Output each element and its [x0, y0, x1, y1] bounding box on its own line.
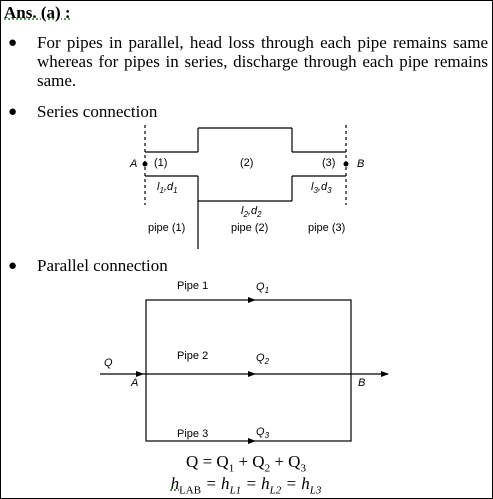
section-number-3: (3) [322, 157, 336, 169]
section-number-1: (1) [154, 157, 168, 169]
series-point-a: A [130, 158, 138, 170]
head-loss-equation: $h_{LAB} = h_{L1} = h_{L2} = h_{L3}$ [170, 474, 322, 497]
answer-heading: Ans. (a) : [4, 3, 71, 22]
section-number-2: (2) [240, 157, 254, 169]
bullet-icon: ● [8, 258, 18, 274]
series-point-b: B [357, 158, 365, 170]
pipe-label-3: pipe (3) [308, 222, 346, 234]
pipe-label-1: pipe (1) [148, 222, 186, 234]
pipe-3-label: Pipe 3 [177, 428, 209, 440]
series-heading: Series connection [37, 102, 158, 121]
bullet-icon: ● [8, 104, 18, 120]
discharge-equation: $Q = Q_1 + Q_2 + Q_3$ [186, 452, 306, 475]
dim-label-3: $l_3,d_3$ [311, 181, 332, 196]
flow-q2-label: $Q_2$ [256, 352, 270, 367]
pipe-1-label: Pipe 1 [177, 280, 209, 292]
flow-q3-label: $Q_3$ [256, 426, 270, 441]
parallel-heading: Parallel connection [37, 256, 168, 275]
parallel-point-b: B [358, 377, 366, 389]
parallel-point-a: A [131, 377, 139, 389]
pipe-2-label: Pipe 2 [177, 350, 209, 362]
bullet-icon: ● [8, 35, 18, 51]
dim-label-2: $l_2,d_2$ [241, 205, 262, 220]
dim-label-1: $l_1,d_1$ [157, 181, 178, 196]
flow-q1-label: $Q_1$ [256, 281, 270, 296]
pipe-label-2: pipe (2) [231, 222, 269, 234]
statement-text: For pipes in parallel, head loss through each pipe remains same whereas for pipes in series, discharge through each pipe remains same. [37, 33, 488, 90]
inflow-q-label: Q [104, 357, 113, 369]
